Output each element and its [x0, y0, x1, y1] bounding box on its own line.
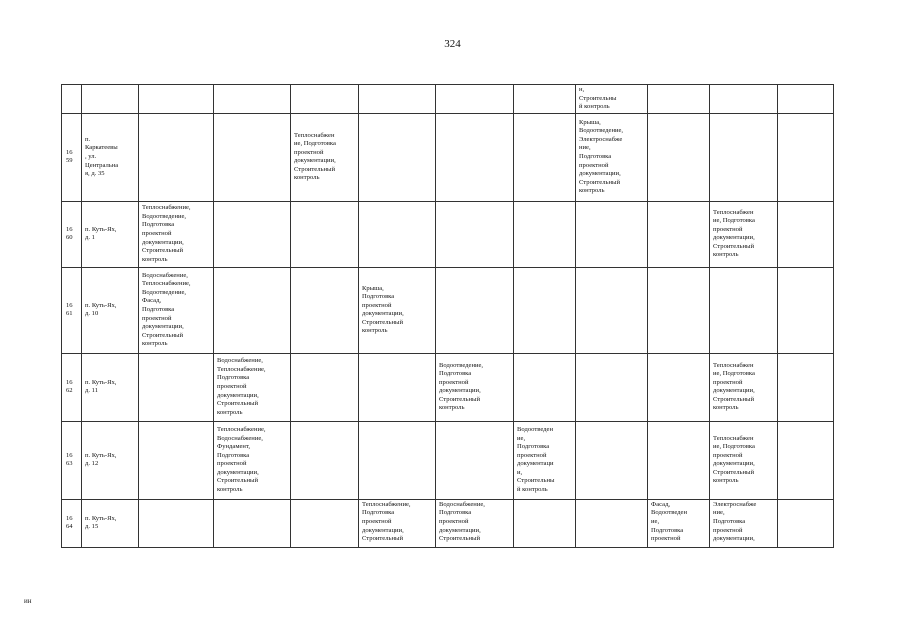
- address-cell: [82, 499, 139, 547]
- work-cell: [514, 267, 576, 353]
- work-cell: [514, 113, 576, 201]
- schedule-table: [61, 84, 834, 548]
- table-row: [62, 85, 834, 114]
- work-cell: [139, 499, 214, 547]
- footer-mark: ин: [24, 597, 32, 605]
- work-cell: [710, 85, 778, 114]
- work-cell: [648, 421, 710, 499]
- work-cell: [359, 353, 436, 421]
- row-number: 16 61: [66, 301, 73, 318]
- work-text: н, Строительны й контроль: [579, 86, 617, 111]
- work-cell: [514, 499, 576, 547]
- work-cell: [778, 113, 834, 201]
- work-cell: [778, 201, 834, 267]
- work-text: Водоснабжение, Теплоснабжение, Водоотведение, Фасад, Подготовка проектной документации, Строительный контроль: [142, 271, 191, 348]
- address-cell: [82, 421, 139, 499]
- work-cell: [514, 201, 576, 267]
- work-text: Водоснабжение, Подготовка проектной документации, Строительный: [439, 500, 485, 543]
- work-cell: [576, 421, 648, 499]
- table-row: [62, 353, 834, 421]
- row-number-cell: [62, 499, 82, 547]
- work-cell: [710, 353, 778, 421]
- work-cell: [710, 201, 778, 267]
- work-cell: [436, 113, 514, 201]
- work-cell: [291, 113, 359, 201]
- work-cell: [576, 113, 648, 201]
- work-cell: [436, 201, 514, 267]
- work-text: Теплоснабжение, Водоснабжение, Фундамент, Подготовка проектной документации, Строительный контроль: [217, 425, 266, 494]
- work-cell: [139, 267, 214, 353]
- address-cell: [82, 113, 139, 201]
- work-text: Водоотведен ие, Подготовка проектной документаци и, Строительны й контроль: [517, 425, 555, 494]
- work-cell: [648, 267, 710, 353]
- page-number: 324: [444, 38, 461, 50]
- work-cell: [710, 499, 778, 547]
- work-cell: [291, 499, 359, 547]
- row-number-cell: [62, 113, 82, 201]
- row-number: 16 60: [66, 225, 73, 242]
- work-cell: [514, 85, 576, 114]
- table-row: [62, 267, 834, 353]
- row-number-cell: [62, 421, 82, 499]
- work-cell: [576, 499, 648, 547]
- work-cell: [359, 499, 436, 547]
- work-cell: [139, 353, 214, 421]
- address-text: п. Куть-Ях, д. 12: [85, 451, 117, 468]
- work-text: Крыша, Подготовка проектной документации, Строительный контроль: [362, 284, 404, 335]
- row-number-cell: [62, 267, 82, 353]
- work-cell: [648, 353, 710, 421]
- work-cell: [436, 267, 514, 353]
- work-cell: [648, 201, 710, 267]
- work-cell: [214, 113, 291, 201]
- address-text: п. Каркатеевы , ул. Центральна я, д. 35: [85, 135, 119, 178]
- table-row: [62, 113, 834, 201]
- address-text: п. Куть-Ях, д. 15: [85, 514, 117, 531]
- work-text: Теплоснабжен ие, Подготовка проектной документации, Строительный контроль: [294, 131, 336, 182]
- address-text: п. Куть-Ях, д. 11: [85, 378, 117, 395]
- work-cell: [359, 421, 436, 499]
- row-number-cell: [62, 353, 82, 421]
- work-text: Теплоснабжен ие, Подготовка проектной документации, Строительный контроль: [713, 434, 755, 485]
- work-cell: [291, 353, 359, 421]
- work-cell: [436, 499, 514, 547]
- table-row: [62, 201, 834, 267]
- work-cell: [359, 85, 436, 114]
- work-text: Теплоснабжен ие, Подготовка проектной документации, Строительный контроль: [713, 208, 755, 259]
- row-number: 16 64: [66, 514, 73, 531]
- address-text: п. Куть-Ях, д. 10: [85, 301, 117, 318]
- work-cell: [778, 85, 834, 114]
- work-cell: [576, 267, 648, 353]
- work-cell: [576, 353, 648, 421]
- work-text: Электроснабже ние, Подготовка проектной документации,: [713, 500, 757, 543]
- address-cell: [82, 267, 139, 353]
- work-text: Фасад, Водоотведен ие, Подготовка проектной: [651, 500, 687, 543]
- work-text: Теплоснабжение, Подготовка проектной документации, Строительный: [362, 500, 411, 543]
- table-row: [62, 499, 834, 547]
- work-cell: [778, 421, 834, 499]
- work-cell: [778, 353, 834, 421]
- work-cell: [291, 85, 359, 114]
- work-cell: [648, 499, 710, 547]
- work-cell: [436, 421, 514, 499]
- work-cell: [291, 421, 359, 499]
- work-cell: [778, 499, 834, 547]
- work-cell: [576, 85, 648, 114]
- work-cell: [214, 267, 291, 353]
- work-cell: [139, 113, 214, 201]
- row-number: 16 59: [66, 148, 73, 165]
- row-number: 16 63: [66, 451, 73, 468]
- row-number-cell: [62, 85, 82, 114]
- work-cell: [514, 421, 576, 499]
- work-cell: [214, 201, 291, 267]
- work-cell: [436, 85, 514, 114]
- work-text: Водоснабжение, Теплоснабжение, Подготовка проектной документации, Строительный контроль: [217, 357, 266, 416]
- work-cell: [139, 421, 214, 499]
- table-row: [62, 421, 834, 499]
- address-cell: [82, 85, 139, 114]
- address-cell: [82, 353, 139, 421]
- address-cell: [82, 201, 139, 267]
- work-cell: [139, 201, 214, 267]
- work-text: Крыша, Водоотведение, Электроснабже ние, Подготовка проектной документации, Строительный контроль: [579, 118, 624, 195]
- work-text: Теплоснабжение, Водоотведение, Подготовка проектной документации, Строительный контроль: [142, 204, 191, 263]
- work-cell: [514, 353, 576, 421]
- work-cell: [214, 85, 291, 114]
- work-cell: [214, 353, 291, 421]
- work-cell: [214, 421, 291, 499]
- work-text: Водоотведение, Подготовка проектной документации, Строительный контроль: [439, 361, 484, 412]
- row-number: 16 62: [66, 378, 73, 395]
- work-cell: [359, 113, 436, 201]
- address-text: п. Куть-Ях, д. 1: [85, 225, 117, 242]
- work-text: Теплоснабжен ие, Подготовка проектной документации, Строительный контроль: [713, 361, 755, 412]
- work-cell: [710, 113, 778, 201]
- work-cell: [359, 267, 436, 353]
- work-cell: [648, 85, 710, 114]
- work-cell: [778, 267, 834, 353]
- work-cell: [291, 201, 359, 267]
- work-cell: [214, 499, 291, 547]
- work-cell: [139, 85, 214, 114]
- work-cell: [710, 267, 778, 353]
- work-cell: [359, 201, 436, 267]
- work-cell: [648, 113, 710, 201]
- work-cell: [436, 353, 514, 421]
- work-cell: [291, 267, 359, 353]
- row-number-cell: [62, 201, 82, 267]
- work-cell: [576, 201, 648, 267]
- work-cell: [710, 421, 778, 499]
